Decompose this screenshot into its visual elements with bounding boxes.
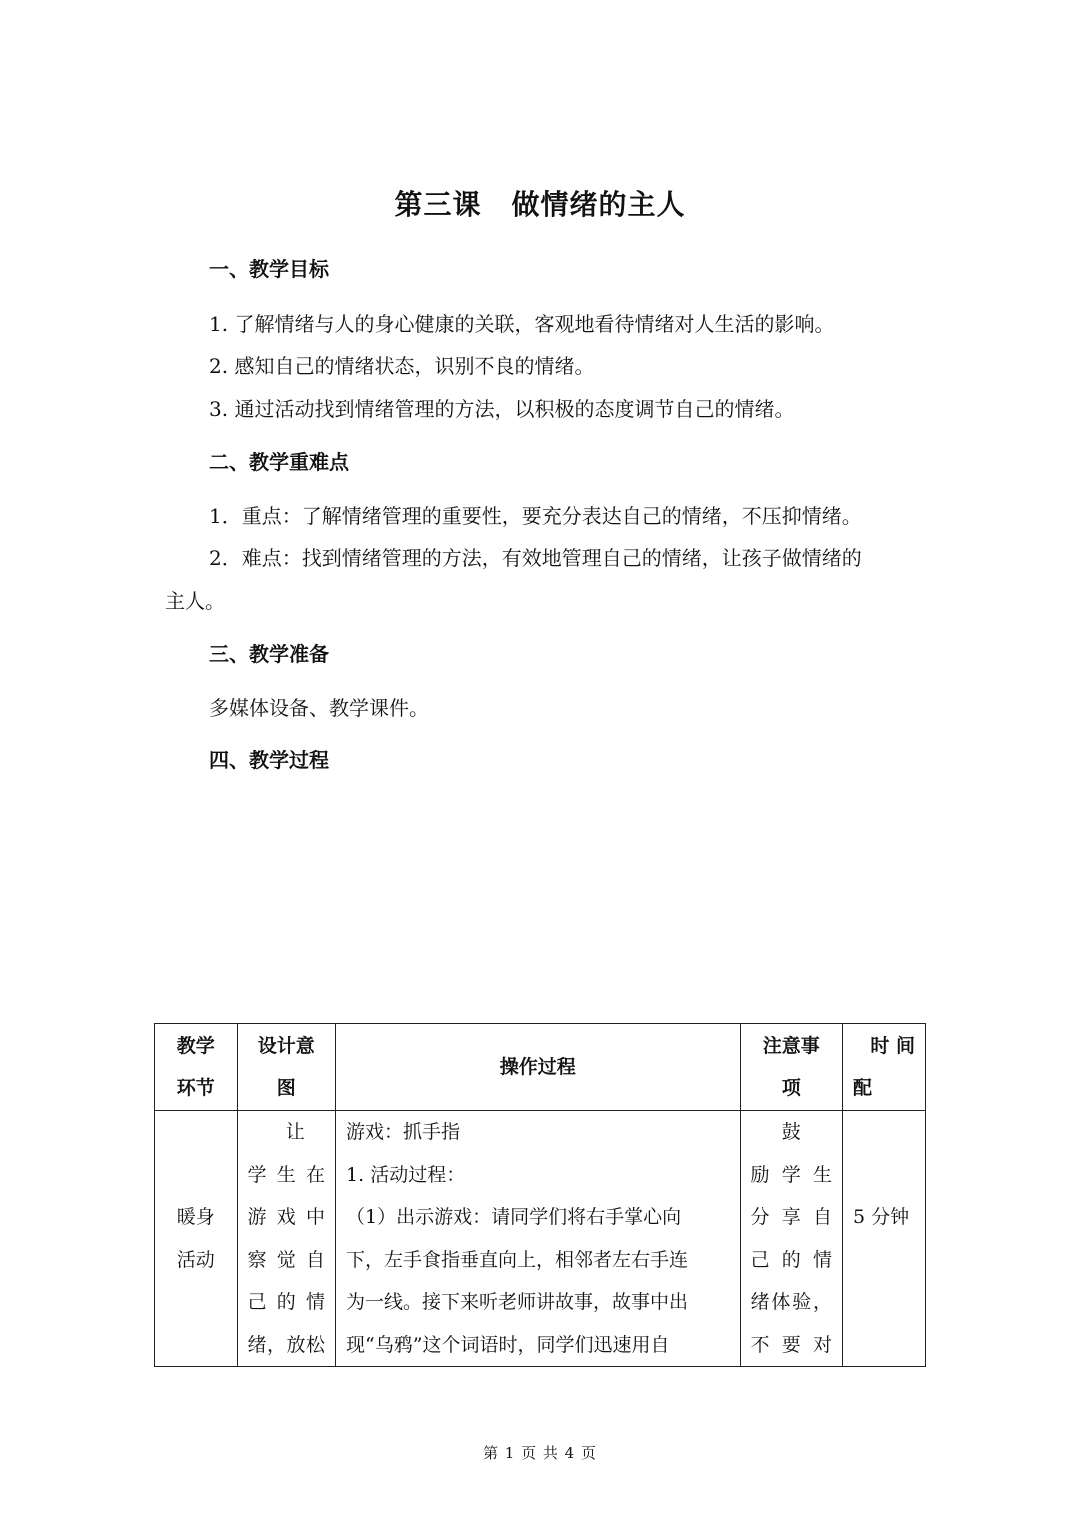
key-point: 1．重点：了解情绪管理的重要性，要充分表达自己的情绪，不压抑情绪。 [209, 504, 862, 528]
goal-item: 2. 感知自己的情绪状态，识别不良的情绪。 [209, 354, 595, 378]
page-footer: 第 1 页 共 4 页 [483, 1444, 597, 1462]
difficult-point-line1: 2．难点：找到情绪管理的方法，有效地管理自己的情绪，让孩子做情绪的 [209, 546, 862, 570]
header-notes: 注意事 项 [740, 1024, 842, 1111]
cell-time: 5 分钟 [843, 1111, 926, 1367]
section-heading-process: 四、教学过程 [209, 748, 329, 772]
goal-item: 1. 了解情绪与人的身心健康的关联，客观地看待情绪对人生活的影响。 [209, 312, 835, 336]
lesson-name: 做情绪的主人 [511, 188, 686, 221]
header-time: 时 间 配 [843, 1024, 926, 1111]
section-heading-prep: 三、教学准备 [209, 642, 329, 666]
section-heading-goals: 一、教学目标 [209, 257, 329, 281]
difficult-point-line2: 主人。 [165, 589, 225, 613]
table-row [155, 1111, 926, 1367]
section-heading-key-points: 二、教学重难点 [209, 450, 349, 474]
table-header-row [155, 1024, 926, 1111]
header-intent: 设计意 图 [237, 1024, 336, 1111]
lesson-number: 第三课 [394, 188, 482, 221]
prep-text: 多媒体设备、教学课件。 [209, 696, 429, 720]
cell-notes: 鼓 励 学 生 分 享 自 己 的 情 绪体验， 不 要 对 [740, 1111, 842, 1367]
cell-stage: 暖身 活动 [155, 1111, 238, 1367]
header-stage: 教学 环节 [155, 1024, 238, 1111]
lesson-title [0, 183, 1080, 223]
cell-intent: 让 学 生 在 游 戏 中 察 觉 自 己 的 情 绪，放松 [237, 1111, 336, 1367]
process-table [154, 1023, 926, 1367]
goal-item: 3. 通过活动找到情绪管理的方法，以积极的态度调节自己的情绪。 [209, 397, 795, 421]
header-process: 操作过程 [336, 1024, 741, 1111]
cell-process: 游戏：抓手指 1. 活动过程： （1）出示游戏：请同学们将右手掌心向 下，左手食指垂直向上，相邻者左右手连 为一线。接下来听老师讲故事，故事中出 现“乌鸦”这个词语时，同学们迅速用自 [336, 1111, 741, 1367]
